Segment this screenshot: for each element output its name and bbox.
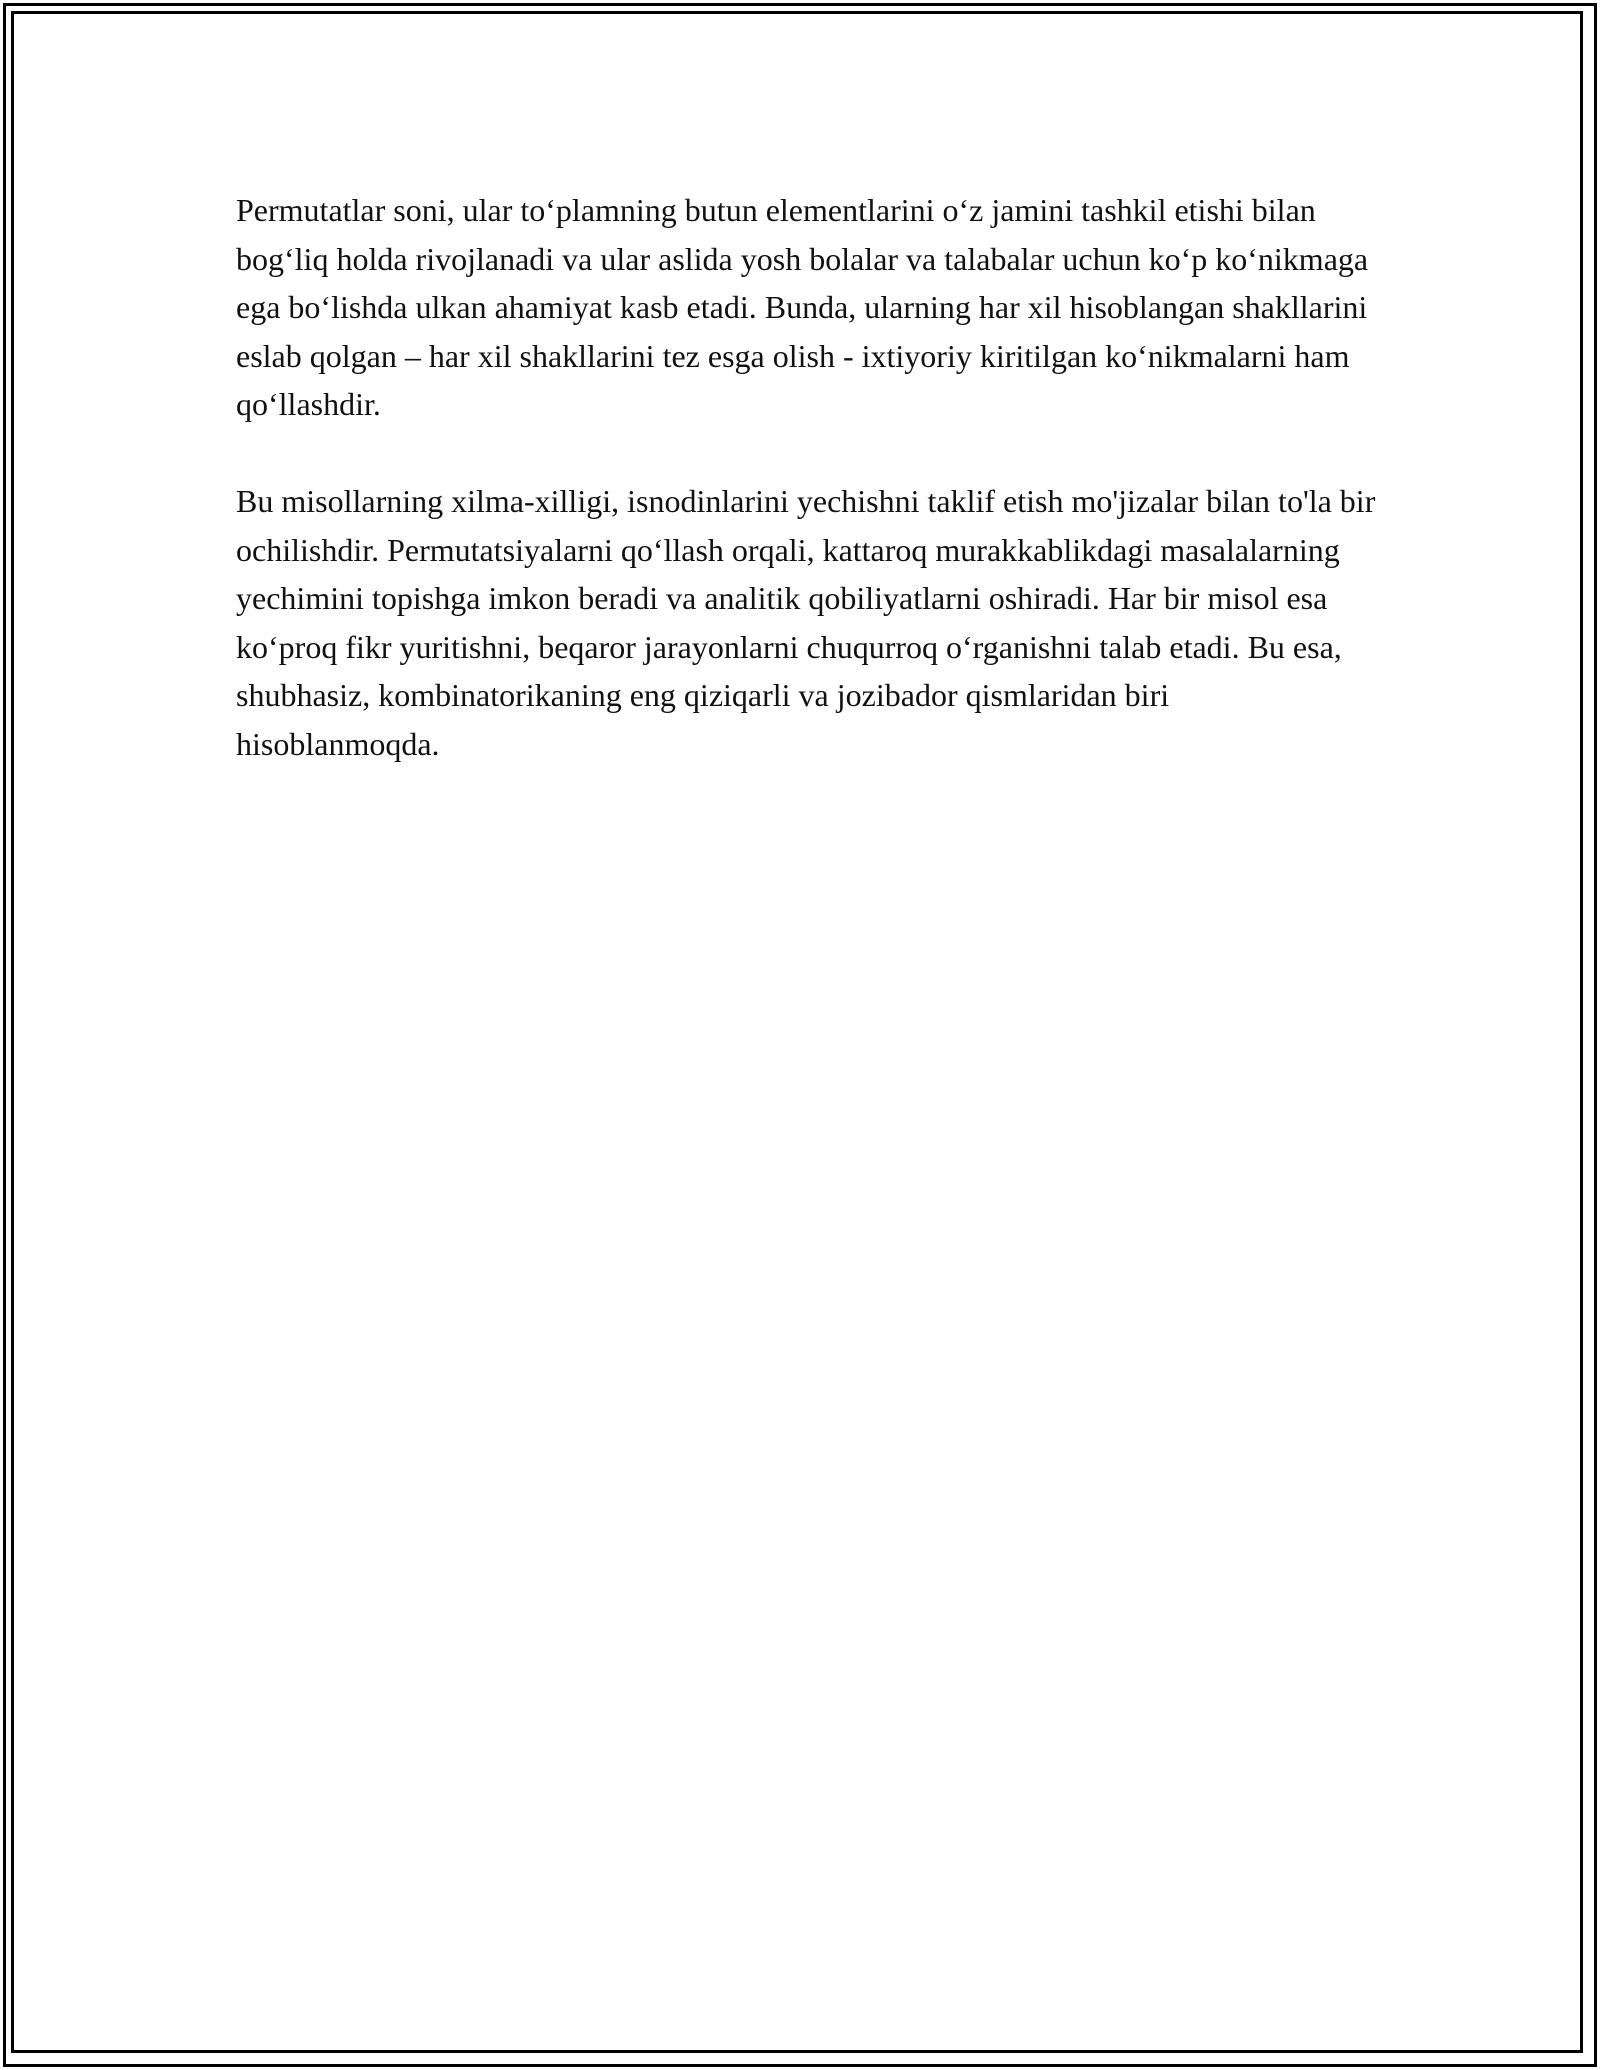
paragraph-2: Bu misollarning xilma-xilligi, isnodinlarini yechishni taklif etish mo'jizalar bilan to'la bir ochilishdir. Permutatsiyalarni qo‘llash orqali, kattaroq murakkablikdagi masalalarning yechimini topishga imkon beradi va analitik qobiliyatlarni oshiradi. Har bir misol esa ko‘proq fikr yuritishni, beqaror jarayonlarni chuqurroq o‘rganishni talab etadi. Bu esa, shubhasiz, kombinatorikaning eng qiziqarli va jozibador qismlaridan biri hisoblanmoqda. — [236, 483, 1376, 762]
paragraph-1: Permutatlar soni, ular to‘plamning butun elementlarini o‘z jamini tashkil etishi bilan bog‘liq holda rivojlanadi va ular aslida yosh bolalar va talabalar uchun ko‘p ko‘nikmaga ega bo‘lishda ulkan ahamiyat kasb etadi. Bunda, ularning har xil hisoblangan shakllarini eslab qolgan – har xil shakllarini tez esga olish - ixtiyoriy kiritilgan ko‘nikmalarni ham qo‘llashdir. — [236, 192, 1369, 422]
document-body — [236, 186, 1376, 768]
